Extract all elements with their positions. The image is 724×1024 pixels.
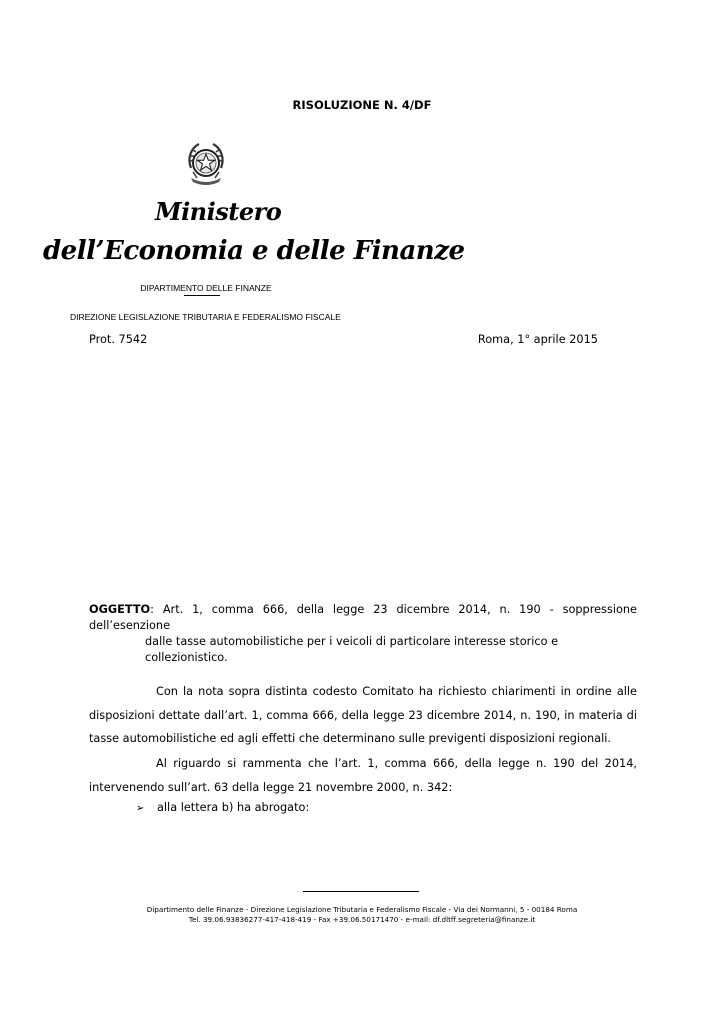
resolution-title: RISOLUZIONE N. 4/DF — [292, 98, 432, 112]
subject-continuation: dalle tasse automobilistiche per i veicoli di particolare interesse storico e collezionistico. — [145, 635, 559, 664]
footer-divider — [303, 891, 419, 892]
italian-republic-emblem-icon — [183, 138, 229, 188]
footer-address: Dipartimento delle Finanze - Direzione Legislazione Tributaria e Federalismo Fiscale - Via dei Normanni, 5 - 00184 Roma — [146, 905, 578, 914]
subject-block — [89, 602, 637, 666]
paragraph-1-text: Con la nota sopra distinta codesto Comitato ha richiesto chiarimenti in ordine alle disposizioni dettate dall’art. 1, comma 666, della legge 23 dicembre 2014, n. 190, in materia di tasse automobilistiche ed agli effetti che determinano sulle previgenti disposizioni regionali. — [89, 685, 637, 745]
footer-contacts: Tel. 39.06.93836277-417-418-419 - Fax +39.06.50171470 - e-mail: df.dltff.segreteria@finanze.it — [188, 915, 536, 924]
subject-first-line: : Art. 1, comma 666, della legge 23 dicembre 2014, n. 190 - soppressione dell’esenzione — [89, 603, 637, 632]
arrowhead-bullet-icon: ➢ — [136, 803, 145, 814]
subject-label: OGGETTO — [89, 603, 151, 616]
department-divider — [184, 295, 220, 296]
ministry-name-line1: Ministero — [155, 197, 282, 226]
body-paragraph-2 — [89, 752, 637, 799]
list-item — [136, 801, 309, 814]
body-paragraph-1 — [89, 680, 637, 751]
protocol-number: Prot. 7542 — [89, 333, 148, 346]
footer — [0, 905, 724, 925]
directorate-name: DIREZIONE LEGISLAZIONE TRIBUTARIA E FEDERALISMO FISCALE — [70, 312, 341, 322]
bullet-1-text: alla lettera b) ha abrogato: — [157, 801, 310, 814]
ministry-name-line2: dell’Economia e delle Finanze — [43, 236, 465, 266]
paragraph-2-text: Al riguardo si rammenta che l’art. 1, comma 666, della legge n. 190 del 2014, intervenendo sull’art. 63 della legge 21 novembre 2000, n. 342: — [89, 757, 637, 794]
department-name: DIPARTIMENTO DELLE FINANZE — [140, 283, 272, 293]
place-and-date: Roma, 1° aprile 2015 — [477, 333, 598, 346]
